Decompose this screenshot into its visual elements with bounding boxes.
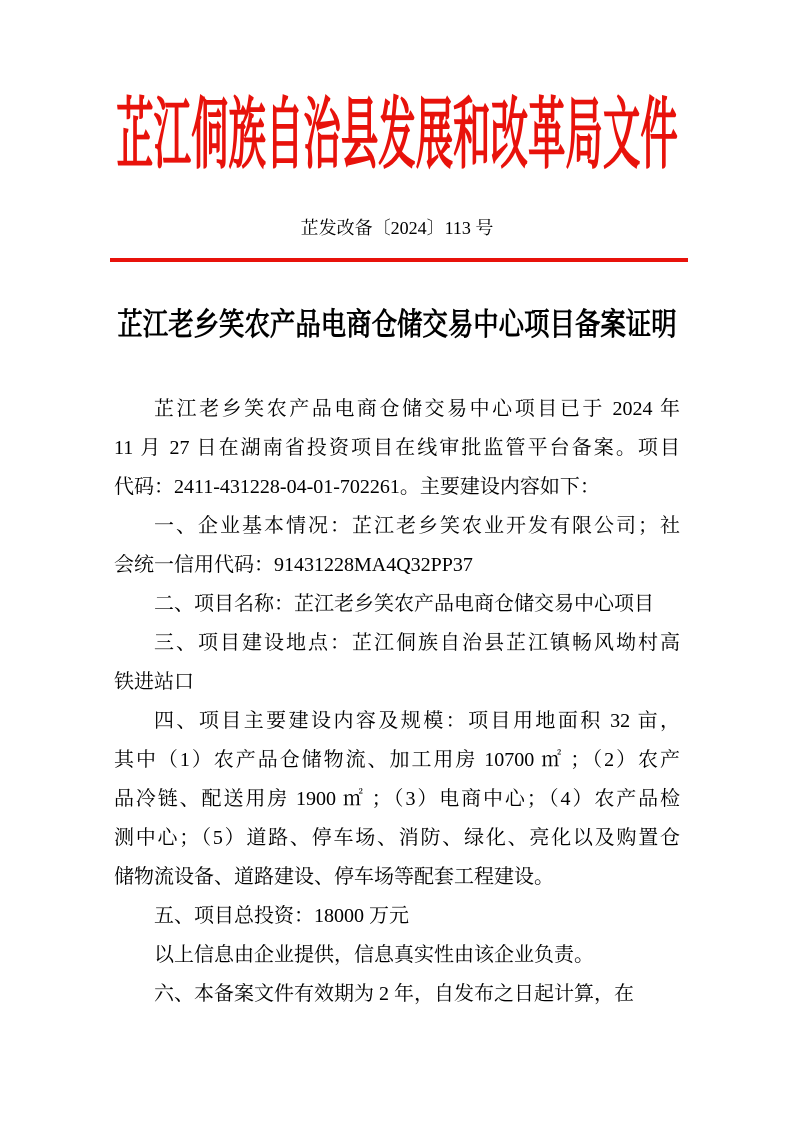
document-body (114, 390, 680, 1014)
body-line: 一、企业基本情况：芷江老乡笑农业开发有限公司；社 (154, 515, 680, 537)
body-line: 三、项目建设地点：芷江侗族自治县芷江镇畅风坳村高 (154, 632, 680, 654)
body-line: 五、项目总投资：18000 万元 (154, 905, 409, 927)
body-line: 储物流设备、道路建设、停车场等配套工程建设。 (114, 866, 554, 888)
body-line: 以上信息由企业提供，信息真实性由该企业负责。 (154, 944, 594, 966)
body-line: 11 月 27 日在湖南省投资项目在线审批监管平台备案。项目 (114, 437, 680, 459)
body-line: 代码：2411-431228-04-01-702261。主要建设内容如下： (114, 476, 600, 498)
agency-title: 芷江侗族自治县发展和改革局文件 (116, 91, 678, 178)
document-title: 芷江老乡笑农产品电商仓储交易中心项目备案证明 (117, 307, 677, 342)
body-line: 芷江老乡笑农产品电商仓储交易中心项目已于 2024 年 (154, 398, 680, 420)
body-line: 会统一信用代码：91431228MA4Q32PP37 (114, 554, 473, 576)
body-line: 铁进站口 (114, 671, 194, 693)
title-row (0, 308, 794, 342)
body-line: 六、本备案文件有效期为 2 年，自发布之日起计算，在 (154, 983, 634, 1005)
body-line: 二、项目名称：芷江老乡笑农产品电商仓储交易中心项目 (154, 593, 654, 615)
body-line: 品冷链、配送用房 1900 ㎡ ；（3）电商中心；（4）农产品检 (114, 788, 680, 810)
red-header (0, 91, 794, 178)
body-line: 四、项目主要建设内容及规模：项目用地面积 32 亩， (154, 710, 680, 732)
red-divider-line (110, 258, 688, 262)
doc-number: 芷发改备〔2024〕113 号 (300, 218, 494, 238)
body-line: 其中（1）农产品仓储物流、加工用房 10700 ㎡ ；（2）农产 (114, 749, 680, 771)
body-line: 测中心；（5）道路、停车场、消防、绿化、亮化以及购置仓 (114, 827, 680, 849)
